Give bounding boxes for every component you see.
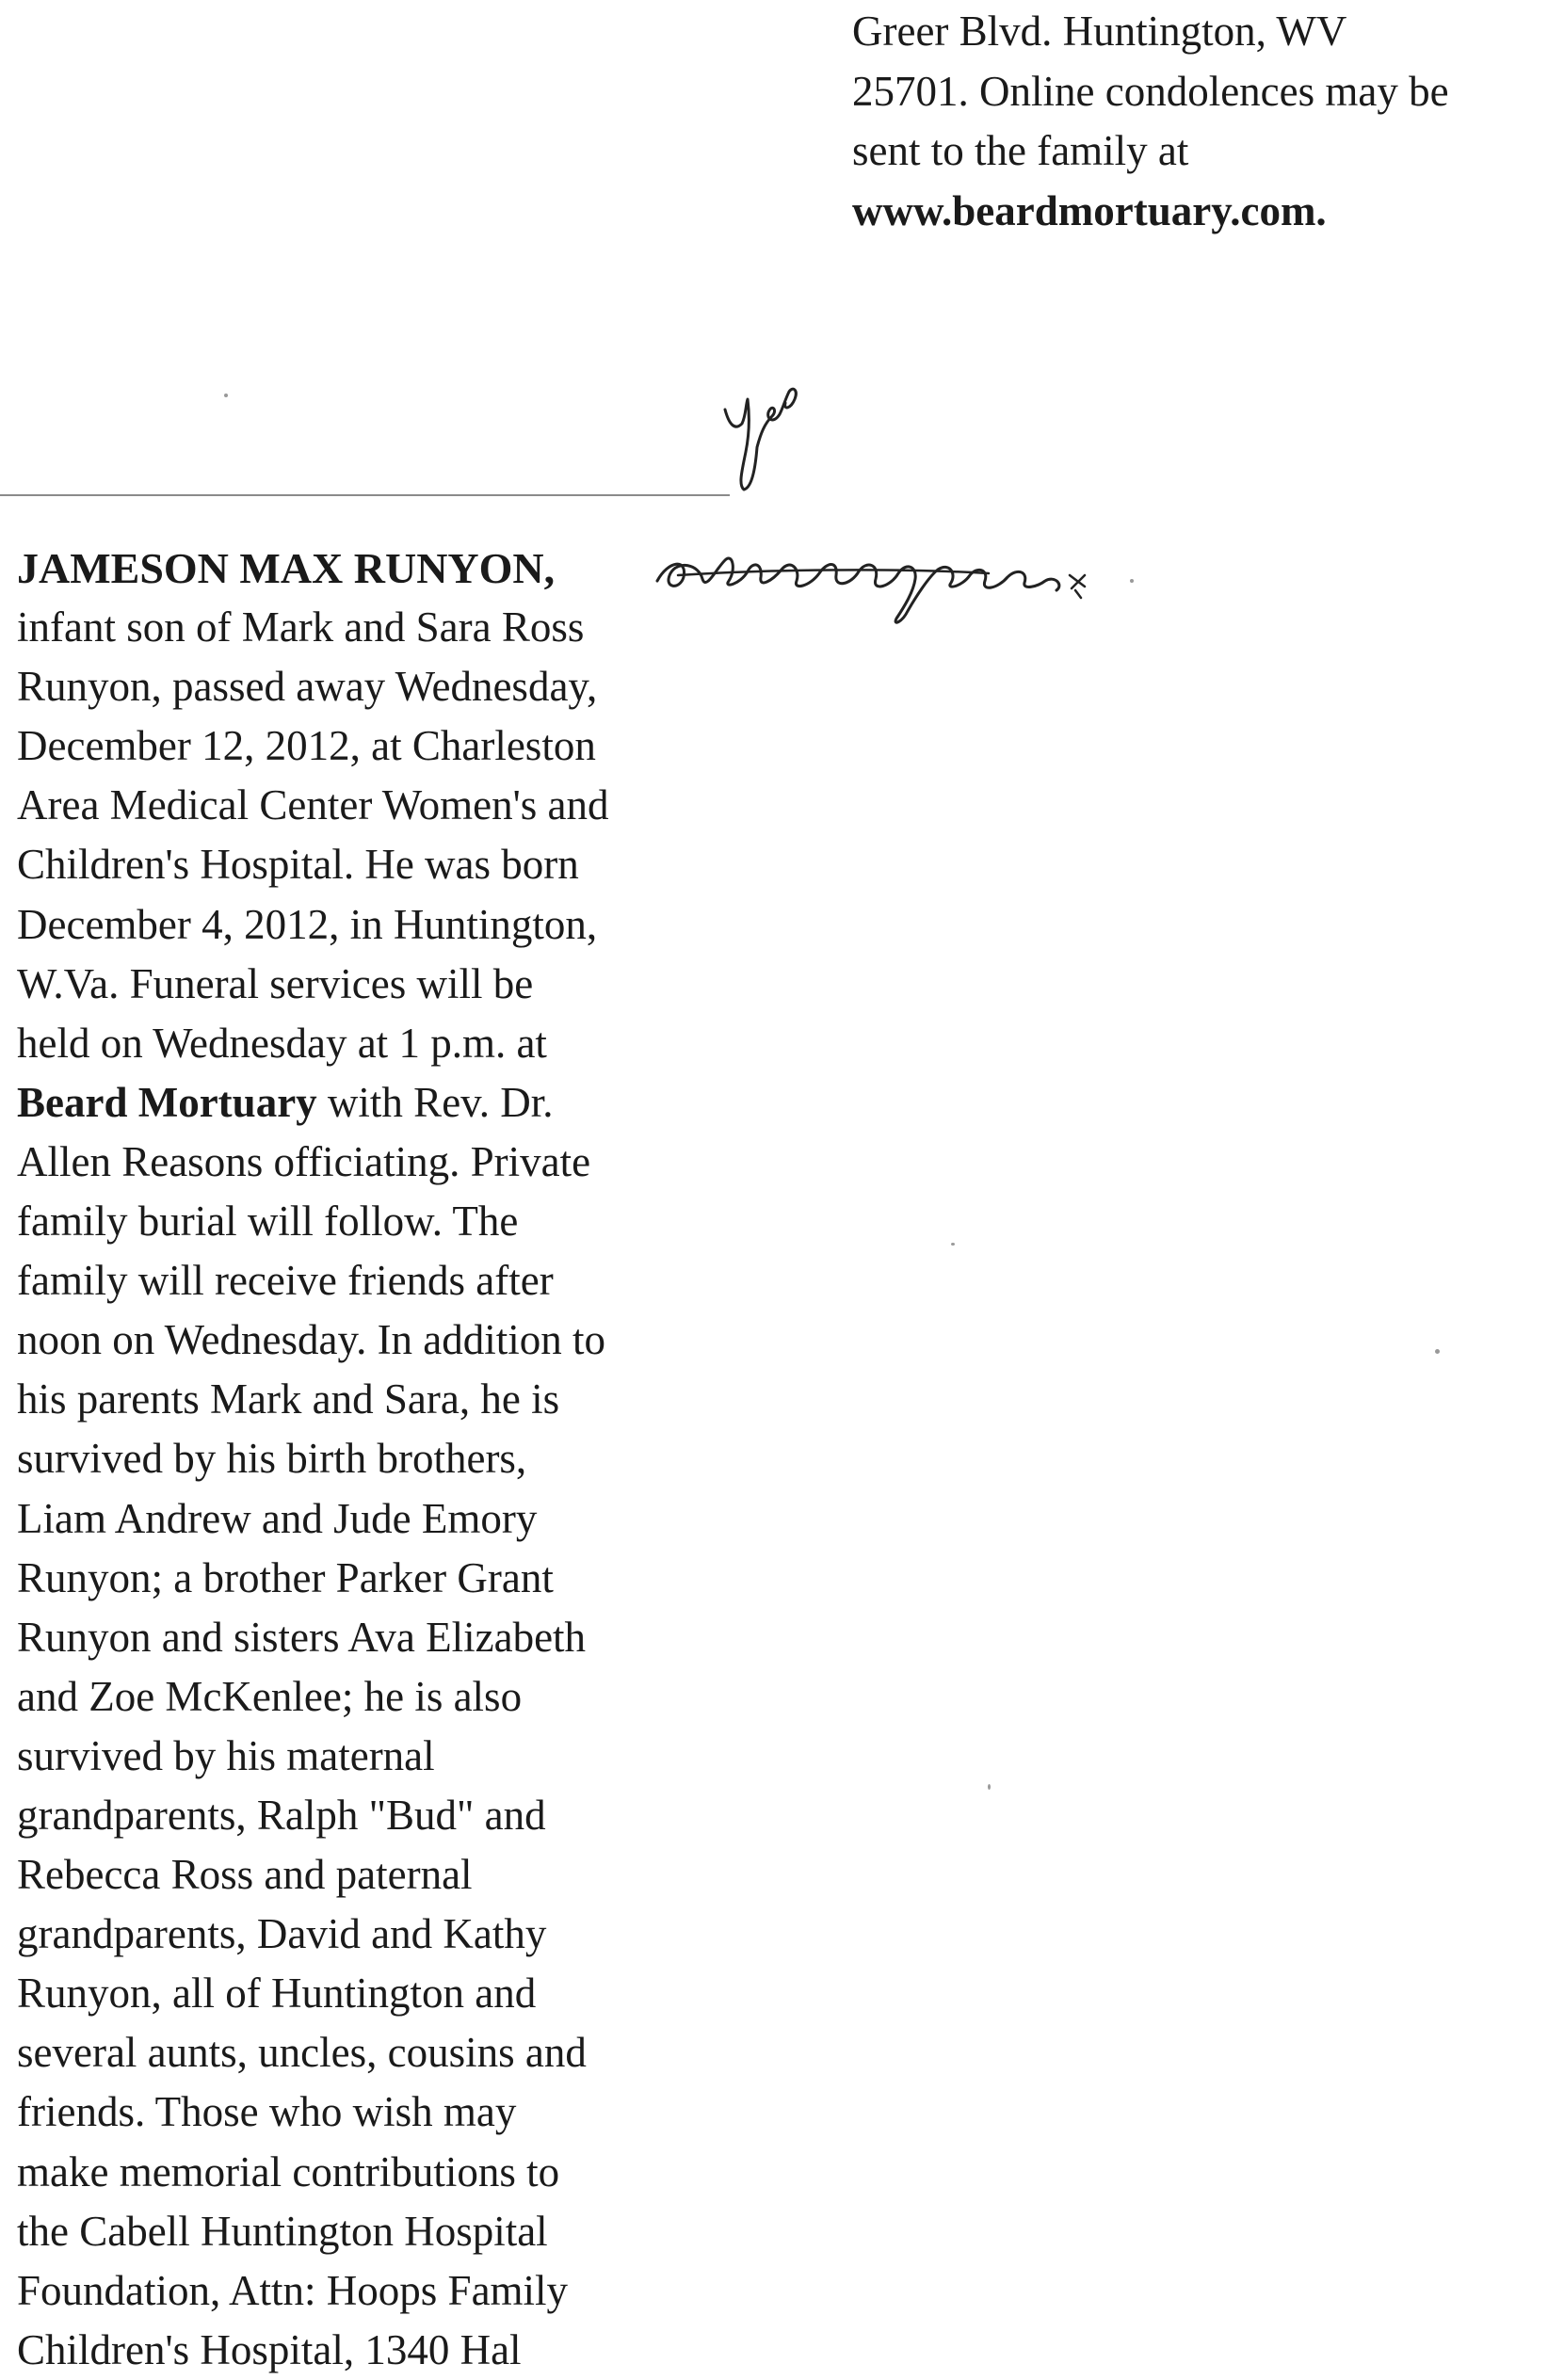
text-line: noon on Wednesday. In addition to: [17, 1316, 606, 1364]
text-line: family will receive friends after: [17, 1257, 554, 1305]
scan-speck: [988, 1784, 991, 1790]
text-line: grandparents, David and Kathy: [17, 1910, 547, 1958]
text-line: Runyon; a brother Parker Grant: [17, 1553, 554, 1601]
scan-speck: [951, 1243, 955, 1246]
text-line: the Cabell Huntington Hospital: [17, 2207, 548, 2255]
text-line: Runyon, passed away Wednesday,: [17, 663, 598, 711]
text-line: December 12, 2012, at Charleston: [17, 722, 596, 770]
text-line: [17, 1073, 733, 1133]
text-line: Foundation, Attn: Hoops Family: [17, 2266, 569, 2314]
text-line: several aunts, uncles, cousins and: [17, 2029, 587, 2077]
text-line: survived by his maternal: [17, 1731, 435, 1779]
deceased-name: JAMESON MAX RUNYON,: [17, 544, 556, 592]
text-fragment: with Rev. Dr.: [316, 1078, 554, 1126]
obituary-column: [17, 539, 733, 2380]
text-line: W.Va. Funeral services will be: [17, 959, 534, 1007]
text-line: and Zoe McKenlee; he is also: [17, 1672, 523, 1720]
handwritten-initials-mark: [718, 358, 802, 499]
text-line: Allen Reasons officiating. Private: [17, 1137, 591, 1185]
text-line: December 4, 2012, in Huntington,: [17, 900, 598, 948]
text-line: Greer Blvd. Huntington, WV: [852, 8, 1347, 55]
text-line: sent to the family at: [852, 127, 1189, 174]
text-line: Liam Andrew and Jude Emory: [17, 1494, 538, 1542]
text-line: Rebecca Ross and paternal: [17, 1851, 473, 1899]
text-line: held on Wednesday at 1 p.m. at: [17, 1019, 547, 1067]
text-line: 25701. Online condolences may be: [852, 67, 1449, 115]
text-line: Runyon and sisters Ava Elizabeth: [17, 1613, 587, 1661]
text-line: his parents Mark and Sara, he is: [17, 1375, 560, 1423]
condolences-url: www.beardmortuary.com.: [852, 186, 1327, 234]
continued-obituary-column: [852, 2, 1564, 241]
scan-speck: [1435, 1349, 1440, 1354]
scan-speck: [1130, 579, 1134, 583]
text-line: Area Medical Center Women's and: [17, 781, 609, 829]
text-line: family burial will follow. The: [17, 1198, 519, 1246]
text-line: make memorial contributions to: [17, 2147, 560, 2195]
text-line: infant son of Mark and Sara Ross: [17, 603, 585, 651]
scan-speck: [224, 394, 228, 397]
text-line: survived by his birth brothers,: [17, 1435, 527, 1483]
text-line: Runyon, all of Huntington and: [17, 1970, 537, 2018]
text-line: friends. Those who wish may: [17, 2088, 517, 2136]
text-line: Children's Hospital, 1340 Hal: [17, 2325, 522, 2373]
mortuary-name: Beard Mortuary: [17, 1078, 317, 1126]
column-separator-rule: [0, 494, 730, 496]
text-line: grandparents, Ralph "Bud" and: [17, 1791, 546, 1839]
text-line: Children's Hospital. He was born: [17, 841, 579, 889]
